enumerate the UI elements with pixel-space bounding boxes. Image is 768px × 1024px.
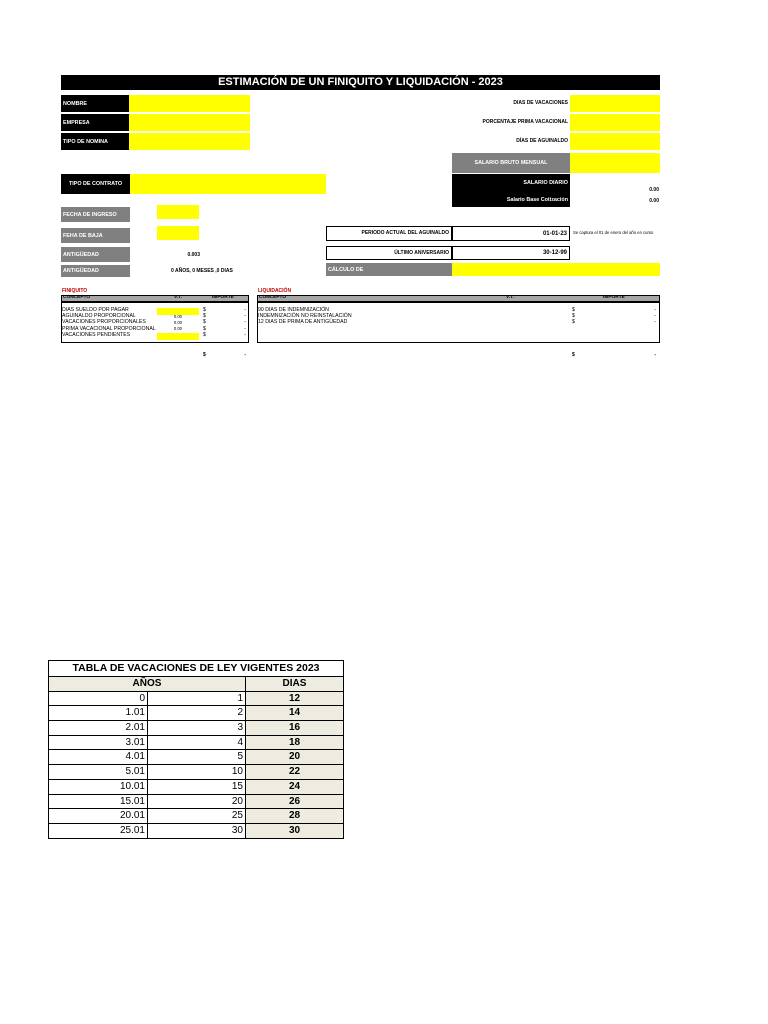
nombre-label: NOMBRE bbox=[61, 95, 129, 112]
liquidacion-title: LIQUIDACIÓN bbox=[258, 288, 292, 294]
liquidacion-row-concepto: 12 DIAS DE PRIMA DE ANTIGÜEDAD bbox=[258, 319, 348, 326]
finiquito-row-vt: 0.00 bbox=[173, 320, 182, 325]
vacation-row-to: 4 bbox=[148, 736, 246, 750]
vacation-row-dias: 24 bbox=[246, 780, 343, 794]
liquidacion-col-importe: IMPORTE bbox=[603, 295, 625, 300]
tipo-contrato-input[interactable] bbox=[130, 174, 326, 194]
page-title: ESTIMACIÓN DE UN FINIQUITO Y LIQUIDACIÓN - 2023 bbox=[61, 75, 660, 90]
antiguedad-label: ANTIGÜEDAD bbox=[61, 247, 130, 262]
ultimo-aniversario-value[interactable]: 30-12-99 bbox=[452, 246, 570, 260]
vacation-row-from: 10.01 bbox=[49, 780, 148, 794]
vacation-row-dias: 14 bbox=[246, 706, 343, 720]
nombre-input[interactable] bbox=[129, 95, 250, 112]
finiquito-row-currency: $ bbox=[203, 313, 206, 320]
fecha-baja-input[interactable] bbox=[157, 226, 199, 240]
vacation-row-from: 5.01 bbox=[49, 765, 148, 779]
finiquito-row-concepto: AGUINALDO PROPORCIONAL bbox=[62, 313, 136, 320]
vacation-table-row bbox=[49, 765, 343, 780]
vacation-row-dias: 30 bbox=[246, 824, 343, 838]
liquidacion-total-currency: $ bbox=[572, 352, 575, 358]
vacation-table-row bbox=[49, 736, 343, 751]
calculo-de-label: CÁLCULO DE bbox=[326, 263, 452, 276]
vacation-table-title: TABLA DE VACACIONES DE LEY VIGENTES 2023 bbox=[49, 661, 343, 677]
liquidacion-row-importe: - bbox=[654, 313, 656, 320]
antiguedad-value: 0.003 bbox=[187, 252, 200, 258]
vacation-table-header bbox=[49, 677, 343, 692]
dias-vacaciones-label: DIAS DE VACACIONES bbox=[513, 100, 568, 106]
liquidacion-row-currency: $ bbox=[572, 307, 575, 313]
vacation-table-row bbox=[49, 780, 343, 795]
finiquito-total: - bbox=[244, 352, 246, 358]
finiquito-row-importe: - bbox=[244, 313, 246, 320]
finiquito-row-concepto: VACACIONES PROPORCIONALES bbox=[62, 319, 146, 326]
finiquito-row-concepto: VACACIONES PENDIENTES bbox=[62, 331, 131, 338]
finiquito-row-currency: $ bbox=[203, 331, 206, 338]
vacation-col-dias: DIAS bbox=[246, 677, 343, 691]
finiquito-row-concepto: PRIMA VACACIONAL PROPORCIONAL bbox=[62, 325, 156, 332]
fecha-ingreso-label: FECHA DE INGRESO bbox=[61, 207, 130, 222]
vacation-row-to: 1 bbox=[148, 692, 246, 706]
liquidacion-row-importe: - bbox=[654, 307, 656, 313]
periodo-note: Se captura el 01 de enero del año en curso bbox=[573, 230, 654, 235]
vacation-row-dias: 22 bbox=[246, 765, 343, 779]
liquidacion-row-currency: $ bbox=[572, 319, 575, 326]
prima-vacacional-input[interactable] bbox=[570, 114, 660, 131]
vacation-row-dias: 12 bbox=[246, 692, 343, 706]
vacation-row-to: 20 bbox=[148, 795, 246, 809]
finiquito-title: FINIQUITO bbox=[62, 288, 88, 294]
vacation-row-from: 4.01 bbox=[49, 750, 148, 764]
tipo-contrato-label: TIPO DE CONTRATO bbox=[61, 174, 130, 194]
tipo-nomina-label: TIPO DE NOMINA bbox=[61, 133, 129, 150]
vacation-col-anos: AÑOS bbox=[49, 677, 246, 691]
vacation-row-to: 15 bbox=[148, 780, 246, 794]
vacation-table-row bbox=[49, 692, 343, 707]
tipo-nomina-input[interactable] bbox=[129, 133, 250, 150]
liquidacion-total: - bbox=[654, 352, 656, 358]
vacation-row-to: 3 bbox=[148, 721, 246, 735]
vacation-row-to: 5 bbox=[148, 750, 246, 764]
salario-base-label: Salario Base Cotización bbox=[452, 192, 570, 207]
vacation-row-from: 25.01 bbox=[49, 824, 148, 838]
vacation-table-row bbox=[49, 706, 343, 721]
liquidacion-col-concepto: CONCEPTO bbox=[259, 295, 287, 300]
vacation-row-to: 10 bbox=[148, 765, 246, 779]
liquidacion-row-currency: $ bbox=[572, 313, 575, 320]
salario-diario-label: SALARIO DIARIO bbox=[452, 174, 570, 192]
fecha-baja-label: FEHA DE BAJA bbox=[61, 228, 130, 243]
ultimo-aniversario-label: ÚLTIMO ANIVERSARIO bbox=[326, 246, 452, 260]
vacation-table bbox=[48, 660, 344, 839]
vacation-table-row bbox=[49, 750, 343, 765]
dias-aguinaldo-input[interactable] bbox=[570, 133, 660, 150]
finiquito-col-importe: IMPORTE bbox=[212, 295, 234, 300]
vacation-row-from: 15.01 bbox=[49, 795, 148, 809]
finiquito-row-vt: 0.00 bbox=[173, 326, 182, 332]
salario-bruto-input[interactable] bbox=[570, 153, 660, 173]
vacation-row-to: 25 bbox=[148, 809, 246, 823]
vacation-row-dias: 26 bbox=[246, 795, 343, 809]
vacation-row-from: 3.01 bbox=[49, 736, 148, 750]
calculo-de-select[interactable] bbox=[452, 263, 660, 276]
vacation-table-row bbox=[49, 721, 343, 736]
liquidacion-col-vt: V.T. bbox=[506, 295, 514, 300]
finiquito-col-vt: V.T. bbox=[174, 295, 182, 300]
fecha-ingreso-input[interactable] bbox=[157, 205, 199, 219]
vacation-row-from: 1.01 bbox=[49, 706, 148, 720]
finiquito-row-currency: $ bbox=[203, 307, 206, 313]
salario-diario-value: 0.00 bbox=[649, 187, 659, 193]
vacation-table-row bbox=[49, 824, 343, 838]
finiquito-row-importe: - bbox=[244, 319, 246, 326]
finiquito-row-vt: 0.00 bbox=[173, 313, 182, 319]
liquidacion-header bbox=[257, 295, 660, 302]
salario-bruto-label: SALARIO BRUTO MENSUAL bbox=[452, 153, 570, 173]
dias-vacaciones-input[interactable] bbox=[570, 95, 660, 112]
vacation-row-from: 20.01 bbox=[49, 809, 148, 823]
vacation-row-from: 0 bbox=[49, 692, 148, 706]
antiguedad-detail-value: 0 AÑOS, 0 MESES ,0 DIAS bbox=[171, 268, 233, 274]
vacation-table-row bbox=[49, 809, 343, 824]
vacation-row-dias: 20 bbox=[246, 750, 343, 764]
prima-vacacional-label: PORCENTAJE PRIMA VACACIONAL bbox=[482, 119, 568, 125]
finiquito-row-currency: $ bbox=[203, 319, 206, 326]
vacation-row-to: 30 bbox=[148, 824, 246, 838]
finiquito-total-currency: $ bbox=[203, 352, 206, 358]
finiquito-row-importe: - bbox=[244, 307, 246, 313]
vacaciones-pendientes-input[interactable] bbox=[157, 333, 199, 340]
vacation-row-dias: 28 bbox=[246, 809, 343, 823]
salario-base-value: 0.00 bbox=[649, 198, 659, 204]
finiquito-row-importe: - bbox=[244, 325, 246, 332]
vacation-row-to: 2 bbox=[148, 706, 246, 720]
antiguedad-detail-label: ANTIGÜEDAD bbox=[61, 265, 130, 277]
liquidacion-row-concepto: 90 DIAS DE INDEMNIZACIÓN bbox=[258, 307, 329, 313]
finiquito-col-concepto: CONCEPTO bbox=[63, 295, 91, 300]
vacation-row-from: 2.01 bbox=[49, 721, 148, 735]
finiquito-row-concepto: DIAS SUELDO POR PAGAR bbox=[62, 307, 129, 313]
liquidacion-row-importe: - bbox=[654, 319, 656, 326]
empresa-label: EMPRESA bbox=[61, 114, 129, 131]
vacation-row-dias: 16 bbox=[246, 721, 343, 735]
liquidacion-row-concepto: INDEMNIZACIÓN NO REINSTALACIÓN bbox=[258, 313, 352, 320]
finiquito-header bbox=[61, 295, 249, 302]
dias-aguinaldo-label: DÍAS DE AGUINALDO bbox=[516, 138, 568, 144]
periodo-aguinaldo-value[interactable]: 01-01-23 bbox=[452, 226, 570, 241]
finiquito-row-currency: $ bbox=[203, 325, 206, 332]
finiquito-row-importe: - bbox=[244, 331, 246, 338]
empresa-input[interactable] bbox=[129, 114, 250, 131]
vacation-table-row bbox=[49, 795, 343, 810]
vacation-row-dias: 18 bbox=[246, 736, 343, 750]
periodo-aguinaldo-label: PERIODO ACTUAL DEL AGUINALDO bbox=[326, 226, 452, 241]
